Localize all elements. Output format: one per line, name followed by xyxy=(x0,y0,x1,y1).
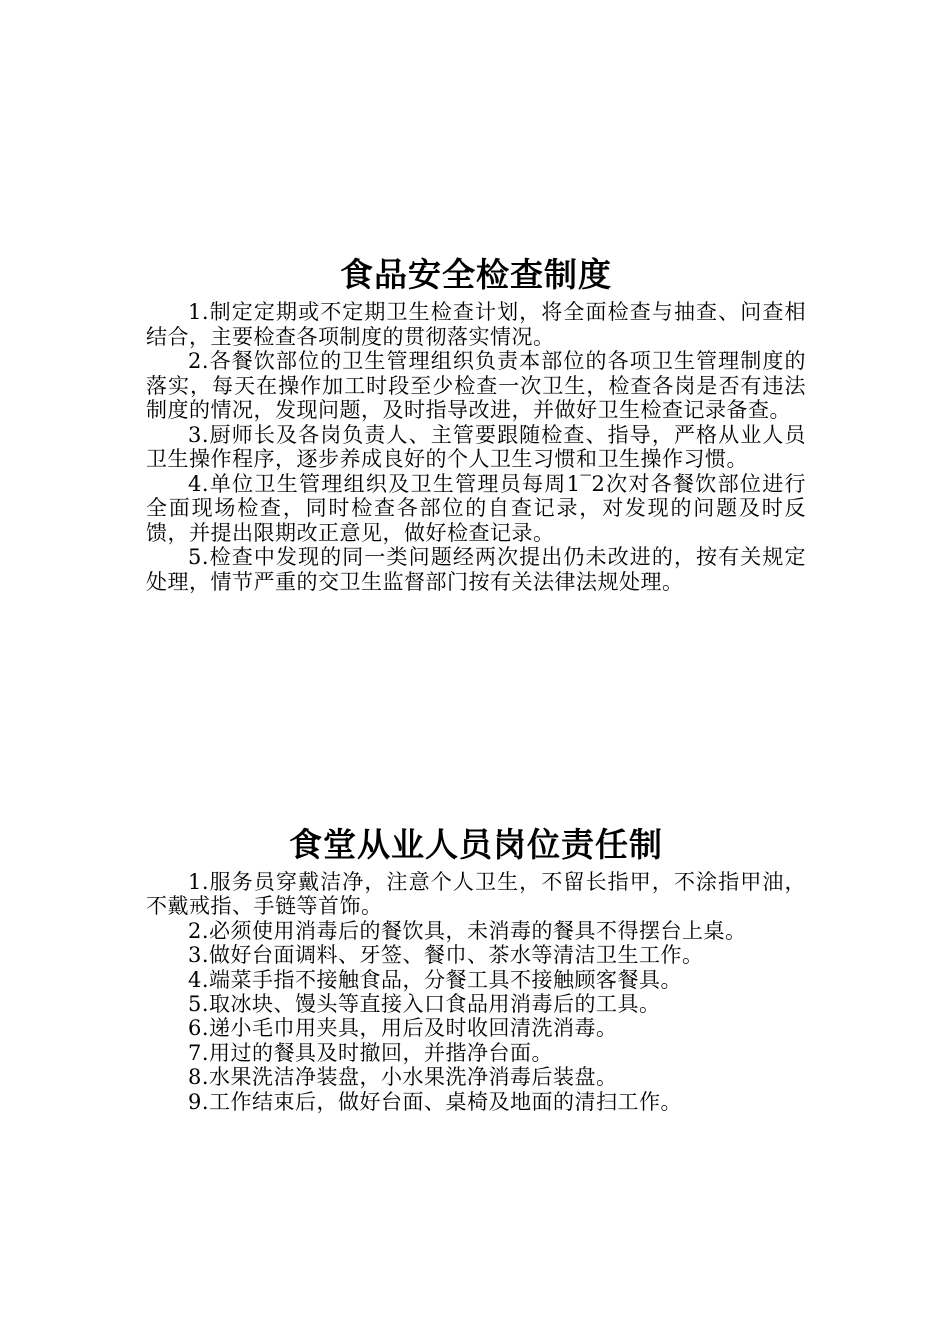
list-item: 5.取冰块、馒头等直接入口食品用消毒后的工具。 xyxy=(188,992,661,1017)
list-item: 2.必须使用消毒后的餐饮具，未消毒的餐具不得摆台上桌。 xyxy=(188,918,747,943)
list-item: 4.端菜手指不接触食品，分餐工具不接触顾客餐具。 xyxy=(188,967,683,992)
section-title: 食品安全检查制度 xyxy=(340,255,612,294)
list-item: 9.工作结束后，做好台面、桌椅及地面的清扫工作。 xyxy=(188,1089,683,1114)
list-item: 7.用过的餐具及时撤回，并揩净台面。 xyxy=(188,1040,554,1065)
list-item: 4.单位卫生管理组织及卫生管理员每周1‾2次对各餐饮部位进行全面现场检查，同时检查各部位的自查记录，对发现的问题及时反馈，并提出限期改正意见，做好检查记录。 xyxy=(146,471,806,545)
list-item: 2.各餐饮部位的卫生管理组织负责本部位的各项卫生管理制度的落实，每天在操作加工时段至少检查一次卫生，检查各岗是否有违法制度的情况，发现问题，及时指导改进，并做好卫生检查记录备查。 xyxy=(146,349,806,422)
list-item: 1.制定定期或不定期卫生检查计划，将全面检查与抽查、问查相结合，主要检查各项制度的贯彻落实情况。 xyxy=(146,300,806,349)
section-title: 食堂从业人员岗位责任制 xyxy=(289,825,663,864)
list-item: 1.服务员穿戴洁净，注意个人卫生，不留长指甲，不涂指甲油，不戴戒指、手链等首饰。 xyxy=(146,870,806,919)
staff-responsibility-section xyxy=(146,822,806,1114)
list-item: 3.做好台面调料、牙签、餐巾、茶水等清洁卫生工作。 xyxy=(188,943,704,968)
list-item: 6.递小毛巾用夹具，用后及时收回清洗消毒。 xyxy=(188,1016,618,1041)
food-safety-inspection-section xyxy=(146,252,806,594)
list-item: 8.水果洗洁净装盘，小水果洗净消毒后装盘。 xyxy=(188,1065,618,1090)
list-item: 3.厨师长及各岗负责人、主管要跟随检查、指导，严格从业人员卫生操作程序，逐步养成良好的个人卫生习惯和卫生操作习惯。 xyxy=(146,422,806,471)
list-item: 5.检查中发现的同一类问题经两次提出仍未改进的，按有关规定处理，情节严重的交卫生监督部门按有关法律法规处理。 xyxy=(146,545,806,594)
